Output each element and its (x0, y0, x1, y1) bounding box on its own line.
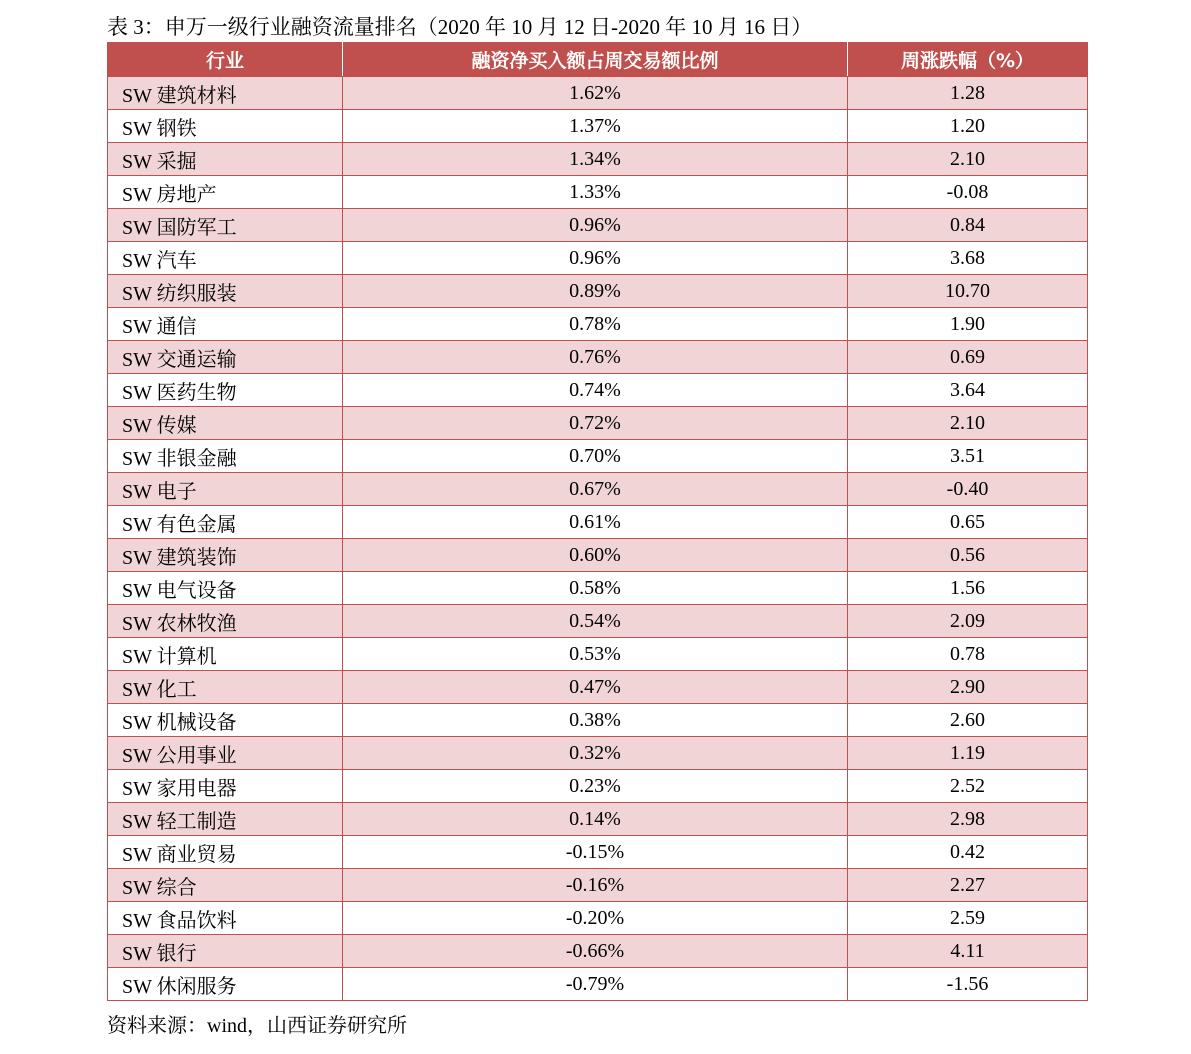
weekly-change-cell: 10.70 (848, 275, 1088, 308)
table-row (108, 968, 1088, 1001)
ratio-cell: -0.20% (343, 902, 848, 935)
weekly-change-cell: 4.11 (848, 935, 1088, 968)
weekly-change-cell: 2.60 (848, 704, 1088, 737)
ratio-cell: 0.58% (343, 572, 848, 605)
ratio-cell: 0.47% (343, 671, 848, 704)
ratio-cell: -0.79% (343, 968, 848, 1001)
table-row (108, 506, 1088, 539)
ratio-cell: 0.70% (343, 440, 848, 473)
table-caption: 表 3：申万一级行业融资流量排名（2020 年 10 月 12 日-2020 年 10 月 16 日） (107, 15, 813, 39)
industry-cell: SW 电气设备 (108, 572, 343, 605)
weekly-change-cell: 3.68 (848, 242, 1088, 275)
weekly-change-cell: 1.56 (848, 572, 1088, 605)
weekly-change-cell: 1.19 (848, 737, 1088, 770)
ratio-cell: 1.37% (343, 110, 848, 143)
industry-cell: SW 纺织服装 (108, 275, 343, 308)
weekly-change-cell: 2.10 (848, 143, 1088, 176)
weekly-change-cell: 2.09 (848, 605, 1088, 638)
table-row (108, 572, 1088, 605)
header-ratio: 融资净买入额占周交易额比例 (343, 43, 848, 77)
industry-cell: SW 钢铁 (108, 110, 343, 143)
weekly-change-cell: 3.64 (848, 374, 1088, 407)
industry-cell: SW 有色金属 (108, 506, 343, 539)
industry-cell: SW 化工 (108, 671, 343, 704)
weekly-change-cell: 2.52 (848, 770, 1088, 803)
table-body (108, 77, 1088, 1001)
table-row (108, 605, 1088, 638)
table-row (108, 704, 1088, 737)
ratio-cell: 0.78% (343, 308, 848, 341)
industry-cell: SW 轻工制造 (108, 803, 343, 836)
ratio-cell: 0.89% (343, 275, 848, 308)
weekly-change-cell: 2.98 (848, 803, 1088, 836)
ratio-cell: 0.32% (343, 737, 848, 770)
industry-cell: SW 农林牧渔 (108, 605, 343, 638)
table-row (108, 473, 1088, 506)
weekly-change-cell: 3.51 (848, 440, 1088, 473)
ratio-cell: 1.34% (343, 143, 848, 176)
table-row (108, 440, 1088, 473)
ratio-cell: 0.54% (343, 605, 848, 638)
weekly-change-cell: -1.56 (848, 968, 1088, 1001)
header-weekly-change: 周涨跌幅（%） (848, 43, 1088, 77)
weekly-change-cell: 2.59 (848, 902, 1088, 935)
industry-cell: SW 商业贸易 (108, 836, 343, 869)
ratio-cell: -0.16% (343, 869, 848, 902)
weekly-change-cell: 1.28 (848, 77, 1088, 110)
industry-cell: SW 机械设备 (108, 704, 343, 737)
industry-cell: SW 建筑材料 (108, 77, 343, 110)
ratio-cell: 0.23% (343, 770, 848, 803)
industry-cell: SW 食品饮料 (108, 902, 343, 935)
weekly-change-cell: 1.20 (848, 110, 1088, 143)
industry-cell: SW 家用电器 (108, 770, 343, 803)
ratio-cell: 0.76% (343, 341, 848, 374)
table-row (108, 374, 1088, 407)
table-row (108, 737, 1088, 770)
ratio-cell: 1.62% (343, 77, 848, 110)
header-industry: 行业 (108, 43, 343, 77)
table-row (108, 275, 1088, 308)
table-row (108, 836, 1088, 869)
table-row (108, 407, 1088, 440)
table-row (108, 539, 1088, 572)
table-row (108, 341, 1088, 374)
ratio-cell: 0.74% (343, 374, 848, 407)
industry-cell: SW 医药生物 (108, 374, 343, 407)
table-row (108, 935, 1088, 968)
industry-cell: SW 银行 (108, 935, 343, 968)
ratio-cell: 0.60% (343, 539, 848, 572)
table-row (108, 671, 1088, 704)
industry-cell: SW 计算机 (108, 638, 343, 671)
table-header-row (108, 43, 1088, 77)
industry-cell: SW 建筑装饰 (108, 539, 343, 572)
weekly-change-cell: 2.10 (848, 407, 1088, 440)
table-row (108, 770, 1088, 803)
weekly-change-cell: 2.90 (848, 671, 1088, 704)
ratio-cell: 0.72% (343, 407, 848, 440)
ratio-cell: 0.96% (343, 209, 848, 242)
industry-cell: SW 汽车 (108, 242, 343, 275)
ratio-cell: 0.14% (343, 803, 848, 836)
ratio-cell: -0.66% (343, 935, 848, 968)
industry-cell: SW 传媒 (108, 407, 343, 440)
table-row (108, 638, 1088, 671)
industry-cell: SW 综合 (108, 869, 343, 902)
ratio-cell: 0.96% (343, 242, 848, 275)
industry-cell: SW 休闲服务 (108, 968, 343, 1001)
ratio-cell: 1.33% (343, 176, 848, 209)
table-row (108, 110, 1088, 143)
table-row (108, 869, 1088, 902)
industry-cell: SW 交通运输 (108, 341, 343, 374)
table-row (108, 77, 1088, 110)
table-row (108, 176, 1088, 209)
industry-cell: SW 通信 (108, 308, 343, 341)
ratio-cell: 0.67% (343, 473, 848, 506)
source-note: 资料来源：wind，山西证券研究所 (107, 1015, 407, 1037)
weekly-change-cell: 0.56 (848, 539, 1088, 572)
ratio-cell: 0.61% (343, 506, 848, 539)
ratio-cell: 0.53% (343, 638, 848, 671)
weekly-change-cell: 0.42 (848, 836, 1088, 869)
ratio-cell: -0.15% (343, 836, 848, 869)
table-row (108, 308, 1088, 341)
industry-cell: SW 电子 (108, 473, 343, 506)
table-row (108, 209, 1088, 242)
weekly-change-cell: 0.84 (848, 209, 1088, 242)
weekly-change-cell: 2.27 (848, 869, 1088, 902)
industry-cell: SW 房地产 (108, 176, 343, 209)
table-row (108, 242, 1088, 275)
table-row (108, 803, 1088, 836)
weekly-change-cell: 0.69 (848, 341, 1088, 374)
ratio-cell: 0.38% (343, 704, 848, 737)
weekly-change-cell: 1.90 (848, 308, 1088, 341)
weekly-change-cell: -0.08 (848, 176, 1088, 209)
weekly-change-cell: 0.78 (848, 638, 1088, 671)
weekly-change-cell: 0.65 (848, 506, 1088, 539)
industry-cell: SW 采掘 (108, 143, 343, 176)
table-row (108, 143, 1088, 176)
industry-cell: SW 公用事业 (108, 737, 343, 770)
industry-cell: SW 非银金融 (108, 440, 343, 473)
industry-financing-table (107, 42, 1088, 1001)
weekly-change-cell: -0.40 (848, 473, 1088, 506)
industry-cell: SW 国防军工 (108, 209, 343, 242)
table-row (108, 902, 1088, 935)
